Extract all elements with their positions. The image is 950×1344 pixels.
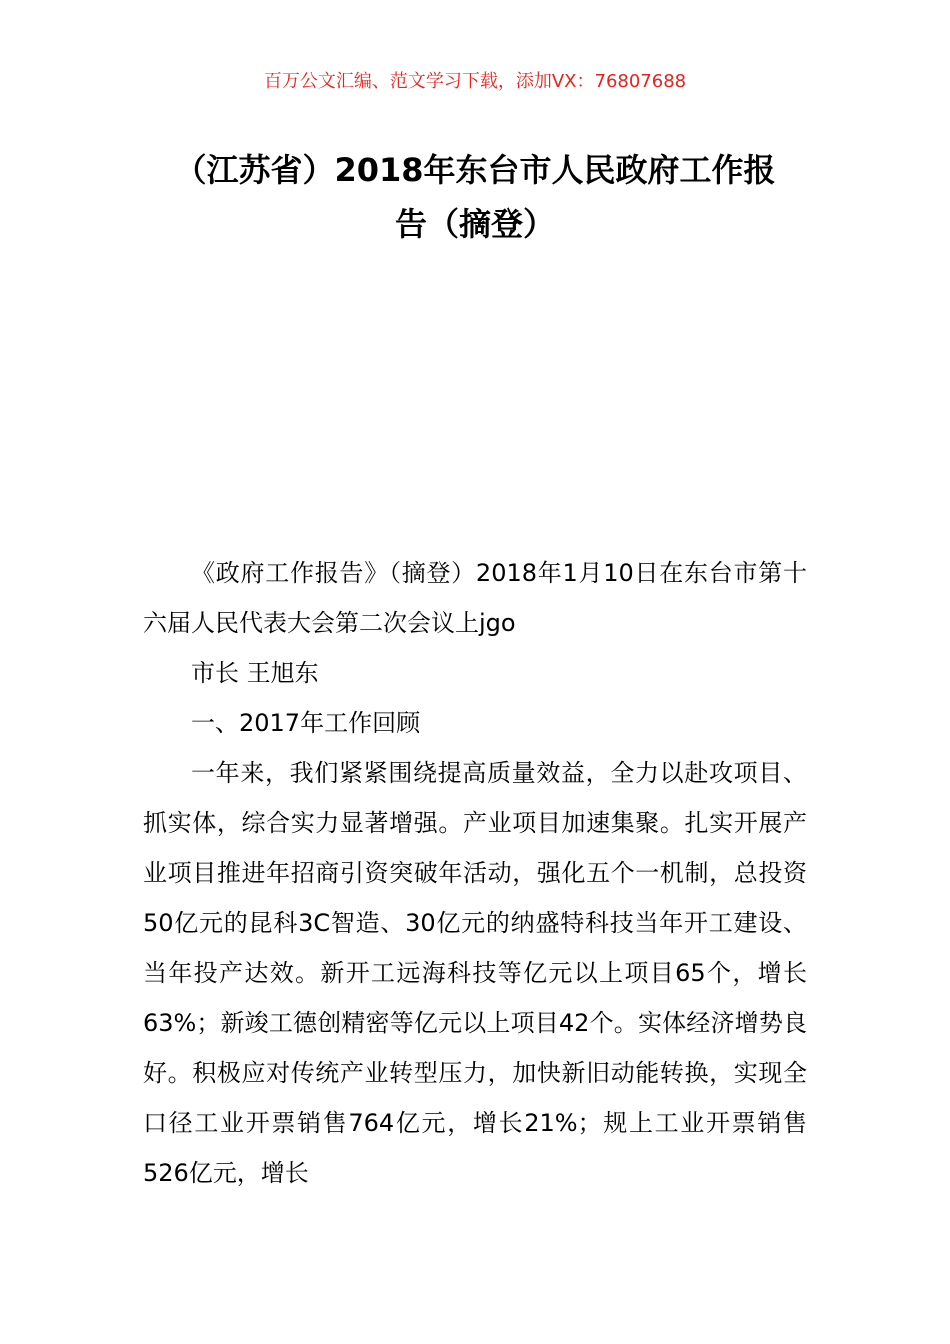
header-note: 百万公文汇编、范文学习下载，添加VX：76807688 — [263, 71, 687, 92]
paragraph-speaker: 市长 王旭东 — [191, 659, 319, 687]
document-title-line-1: （江苏省）2018年东台市人民政府工作报 — [174, 151, 776, 189]
document-title — [0, 143, 950, 251]
document-title-line-2: 告（摘登） — [394, 205, 555, 243]
paragraph-review: 一年来，我们紧紧围绕提高质量效益，全力以赴攻项目、抓实体，综合实力显著增强。产业项目加速集聚。扎实开展产业项目推进年招商引资突破年活动，强化五个一机制，总投资50亿元的昆科3C智造、30亿元的纳盛特科技当年开工建设、当年投产达效。新开工远海科技等亿元以上项目65个，增长63%；新竣工德创精密等亿元以上项目42个。实体经济增势良好。积极应对传统产业转型压力，加快新旧动能转换，实现全口径工业开票销售764亿元，增长21%；规上工业开票销售526亿元，增长 — [143, 759, 807, 1187]
document-body — [143, 548, 807, 1198]
section-heading: 一、2017年工作回顾 — [191, 709, 421, 737]
paragraph-intro: 《政府工作报告》（摘登）2018年1月10日在东台市第十六届人民代表大会第二次会议上jgo — [143, 559, 807, 637]
